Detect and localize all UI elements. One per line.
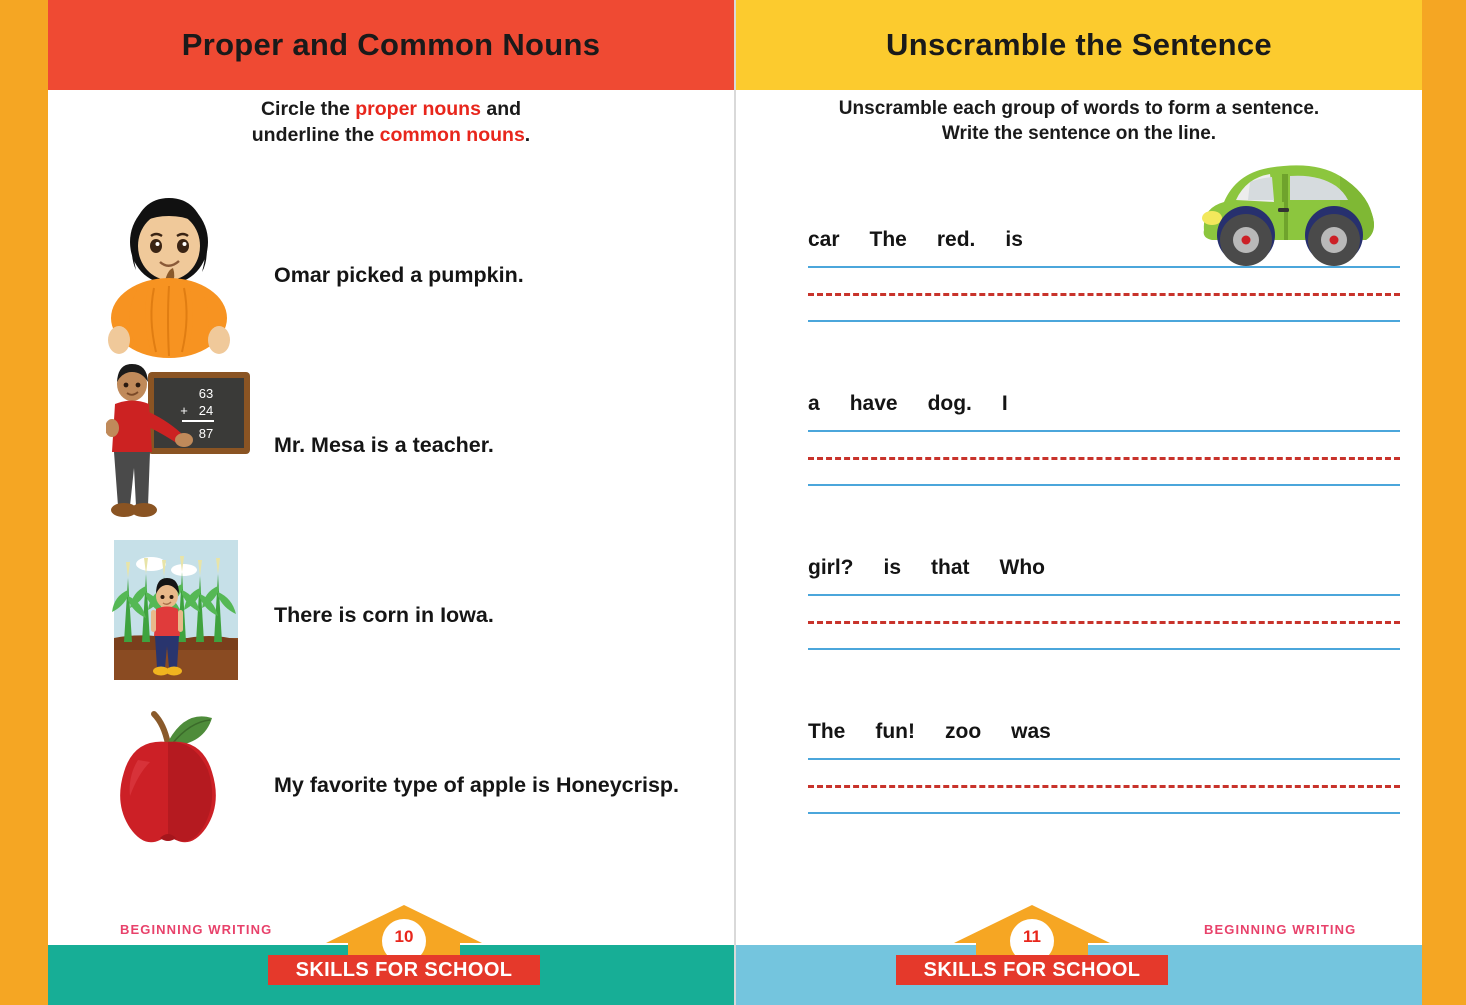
line-bottom [808, 812, 1400, 814]
directions-text-1a: Circle the [260, 98, 356, 120]
scramble-group [808, 556, 1400, 650]
scramble-words [808, 720, 1400, 744]
line-middle-dashed [808, 621, 1400, 624]
handwriting-lines[interactable] [808, 266, 1400, 322]
scramble-word: red. [936, 228, 976, 251]
scramble-group [808, 228, 1400, 322]
scramble-word: is [1005, 228, 1023, 251]
scramble-group [808, 392, 1400, 486]
left-page-title: Proper and Common Nouns [181, 27, 601, 62]
directions-highlight-proper: proper nouns [355, 98, 481, 120]
scramble-words [808, 392, 1400, 416]
noun-sentence: Mr. Mesa is a teacher. [274, 432, 494, 457]
noun-row [106, 700, 726, 870]
line-bottom [808, 648, 1400, 650]
handwriting-lines[interactable] [808, 758, 1400, 814]
scramble-word: a [808, 392, 820, 415]
right-brand-label: BEGINNING WRITING [1204, 922, 1357, 937]
page-number: 11 [1023, 927, 1041, 946]
line-middle-dashed [808, 457, 1400, 460]
scramble-word: I [1001, 392, 1008, 415]
scramble-word: car [808, 228, 840, 251]
left-page-directions [48, 96, 734, 148]
red-apple-icon [106, 700, 256, 870]
logo-banner [268, 955, 540, 985]
scramble-word: is [883, 556, 902, 579]
page-number: 10 [394, 927, 414, 946]
line-bottom [808, 320, 1400, 322]
chalkboard-addend2: 24 [198, 403, 214, 418]
chalkboard-addend1: 63 [198, 386, 214, 401]
line-bottom [808, 484, 1400, 486]
noun-row [106, 360, 726, 530]
line-middle-dashed [808, 293, 1400, 296]
noun-row [106, 190, 726, 360]
girl-in-cornfield-icon [106, 530, 256, 700]
line-top [808, 594, 1400, 596]
noun-row [106, 530, 726, 700]
scramble-word: girl? [808, 556, 854, 579]
scramble-word: The [808, 720, 846, 743]
scramble-words [808, 228, 1400, 252]
directions-text-1b: and [480, 98, 522, 120]
skills-for-school-logo [923, 901, 1141, 993]
right-page-title: Unscramble the Sentence [886, 27, 1272, 62]
line-top [808, 758, 1400, 760]
scramble-word: dog. [927, 392, 972, 415]
chalkboard-operator: + [180, 403, 188, 418]
scramble-word: was [1011, 720, 1051, 743]
scramble-group [808, 720, 1400, 814]
directions-highlight-common: common nouns [379, 124, 525, 147]
right-page-directions [736, 96, 1422, 147]
left-page-header [48, 0, 734, 90]
scramble-word: fun! [875, 720, 915, 743]
right-page [736, 0, 1422, 1005]
noun-sentence: My favorite type of apple is Honeycrisp. [274, 772, 680, 797]
teacher-at-chalkboard-icon [106, 360, 256, 530]
scramble-word: that [931, 556, 970, 579]
scramble-word: Who [999, 556, 1045, 579]
line-top [808, 266, 1400, 268]
scramble-word: The [869, 228, 907, 251]
scramble-word: zoo [945, 720, 982, 743]
chalkboard-sum: 87 [198, 426, 214, 441]
logo-banner-text: SKILLS FOR SCHOOL [295, 958, 513, 981]
noun-sentence: There is corn in Iowa. [274, 602, 494, 627]
scramble-words [808, 556, 1400, 580]
directions-text-2b: . [524, 124, 531, 147]
scramble-word: have [849, 392, 898, 415]
handwriting-lines[interactable] [808, 594, 1400, 650]
boy-holding-pumpkin-icon [106, 190, 256, 360]
logo-banner-text: SKILLS FOR SCHOOL [923, 958, 1141, 981]
left-brand-label: BEGINNING WRITING [120, 922, 273, 937]
noun-sentence: Omar picked a pumpkin. [274, 262, 524, 287]
line-top [808, 430, 1400, 432]
skills-for-school-logo [295, 901, 513, 993]
page-gutter [734, 0, 736, 1005]
handwriting-lines[interactable] [808, 430, 1400, 486]
directions-line-1: Unscramble each group of words to form a sentence. [838, 98, 1320, 119]
logo-banner [896, 955, 1168, 985]
line-middle-dashed [808, 785, 1400, 788]
directions-text-2a: underline the [251, 124, 380, 147]
right-page-header [736, 0, 1422, 90]
directions-line-2: Write the sentence on the line. [941, 123, 1217, 145]
left-page [48, 0, 734, 1005]
